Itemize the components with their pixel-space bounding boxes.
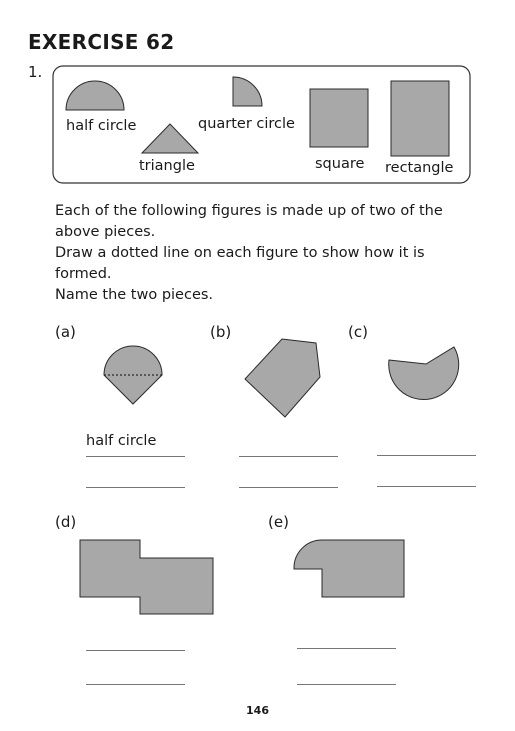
part-a-label: (a): [55, 323, 76, 341]
part-d-answer-line-1[interactable]: [86, 650, 185, 651]
instruction-line-1: Each of the following figures is made up of two of the: [55, 203, 443, 219]
part-c-label: (c): [348, 323, 368, 341]
instruction-line-2: above pieces.: [55, 224, 156, 240]
part-a-answer-line-1[interactable]: [86, 456, 185, 457]
part-b-answer-line-1[interactable]: [239, 456, 338, 457]
question-number: 1.: [28, 63, 43, 81]
part-e-answer-line-2[interactable]: [297, 684, 396, 685]
part-d-answer-line-2[interactable]: [86, 684, 185, 685]
page-number: 146: [246, 704, 269, 717]
part-b-answer-line-2[interactable]: [239, 487, 338, 488]
part-b-label: (b): [210, 323, 232, 341]
figure-e: [294, 540, 404, 597]
half-circle-label: half circle: [66, 118, 137, 134]
triangle-label: triangle: [139, 158, 195, 174]
instruction-line-4: formed.: [55, 266, 112, 282]
figure-b: [245, 339, 320, 417]
part-c-answer-line-2[interactable]: [377, 486, 476, 487]
quarter-circle-label: quarter circle: [198, 116, 295, 132]
rectangle-label: rectangle: [385, 160, 454, 176]
part-c-answer-line-1[interactable]: [377, 455, 476, 456]
part-a-answer: half circle: [86, 433, 157, 449]
exercise-title: EXERCISE 62: [28, 30, 175, 54]
instruction-line-3: Draw a dotted line on each figure to show how it is: [55, 245, 425, 261]
figure-d: [80, 540, 213, 614]
part-a-answer-line-2[interactable]: [86, 487, 185, 488]
instruction-line-5: Name the two pieces.: [55, 287, 214, 303]
part-e-label: (e): [268, 513, 289, 531]
part-e-answer-line-1[interactable]: [297, 648, 396, 649]
figure-c: [389, 347, 459, 400]
part-d-label: (d): [55, 513, 77, 531]
square-label: square: [315, 156, 365, 172]
